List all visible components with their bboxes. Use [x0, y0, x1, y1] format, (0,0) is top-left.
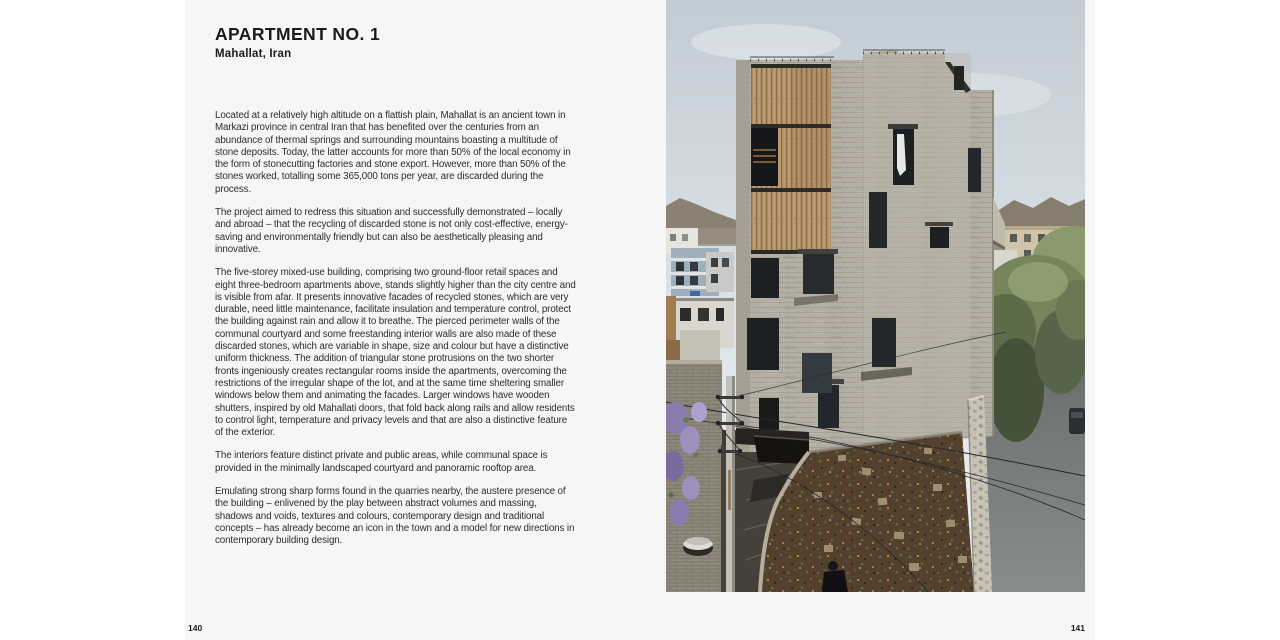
book-spread [185, 0, 1095, 640]
body-paragraph: The interiors feature distinct private and public areas, while communal space is provided in the minimally landscaped courtyard and panoramic rooftop area. [215, 450, 548, 474]
article-location: Mahallat, Iran [215, 48, 292, 61]
page-number-right: 141 [1070, 623, 1085, 633]
wooden-shutters [751, 64, 831, 254]
body-paragraph: The five-storey mixed-use building, comprising two ground-floor retail spaces and eight three-bedroom apartments above, stands slightly higher than the city centre and is visible from afar. It presents innovative facades of recycled stones, which are very durable, need little maintenance, facilitate insulation and temperature control, protect the building against rain and allow it to breathe. The pierced perimeter walls of the communal courtyard and some freestanding interior walls are also made of these discarded stones, which are variable in shape, size and colour but have a distinctive uniform thickness. The addition of triangular stone protrusions on the two shorter fronts ingeniously creates rectangular rooms inside the apartments, overcoming the restrictions of the irregular shape of the lot, and at the same time sheltering smaller windows below them and animating the facades. Larger windows have wooden shutters, inspired by old Mahallati doors, that fold back along rails and allow residents to control light, temperature and privacy levels and that are also a distinctive feature of the exterior. [215, 267, 576, 439]
white-basin [683, 537, 713, 556]
building-photo [666, 0, 1085, 592]
article-body [215, 110, 577, 559]
page-number-left: 140 [188, 623, 203, 633]
body-paragraph: The project aimed to redress this situation and successfully demonstrated – locally and abroad – that the recycling of discarded stone is not only cost-effective, energy-saving and environmentally friendly but can also be aesthetically pleasing and innovative. [215, 207, 568, 255]
page-title: APARTMENT NO. 1 [215, 24, 381, 44]
body-paragraph: Located at a relatively high altitude on a flattish plain, Mahallat is an ancient town in Markazi province in central Iran that has benefited over the centuries from an abundance of thermal springs and surrounding mountains boasting a multitude of stone deposits. Today, the latter accounts for more than 50% of the local economy in the form of stonecutting factories and stone export. However, more than 50% of the stones worked, totalling some 365,000 tons per year, are discarded during the process. [215, 110, 571, 195]
building-photo-illustration [666, 0, 1085, 592]
body-paragraph: Emulating strong sharp forms found in the quarries nearby, the austere presence of the building – enlivened by the play between abstract volumes and massing, shadows and voids, textures and colours, contemporary design and traditional concepts – has already become an icon in the town and a model for new directions in contemporary building design. [215, 486, 575, 547]
